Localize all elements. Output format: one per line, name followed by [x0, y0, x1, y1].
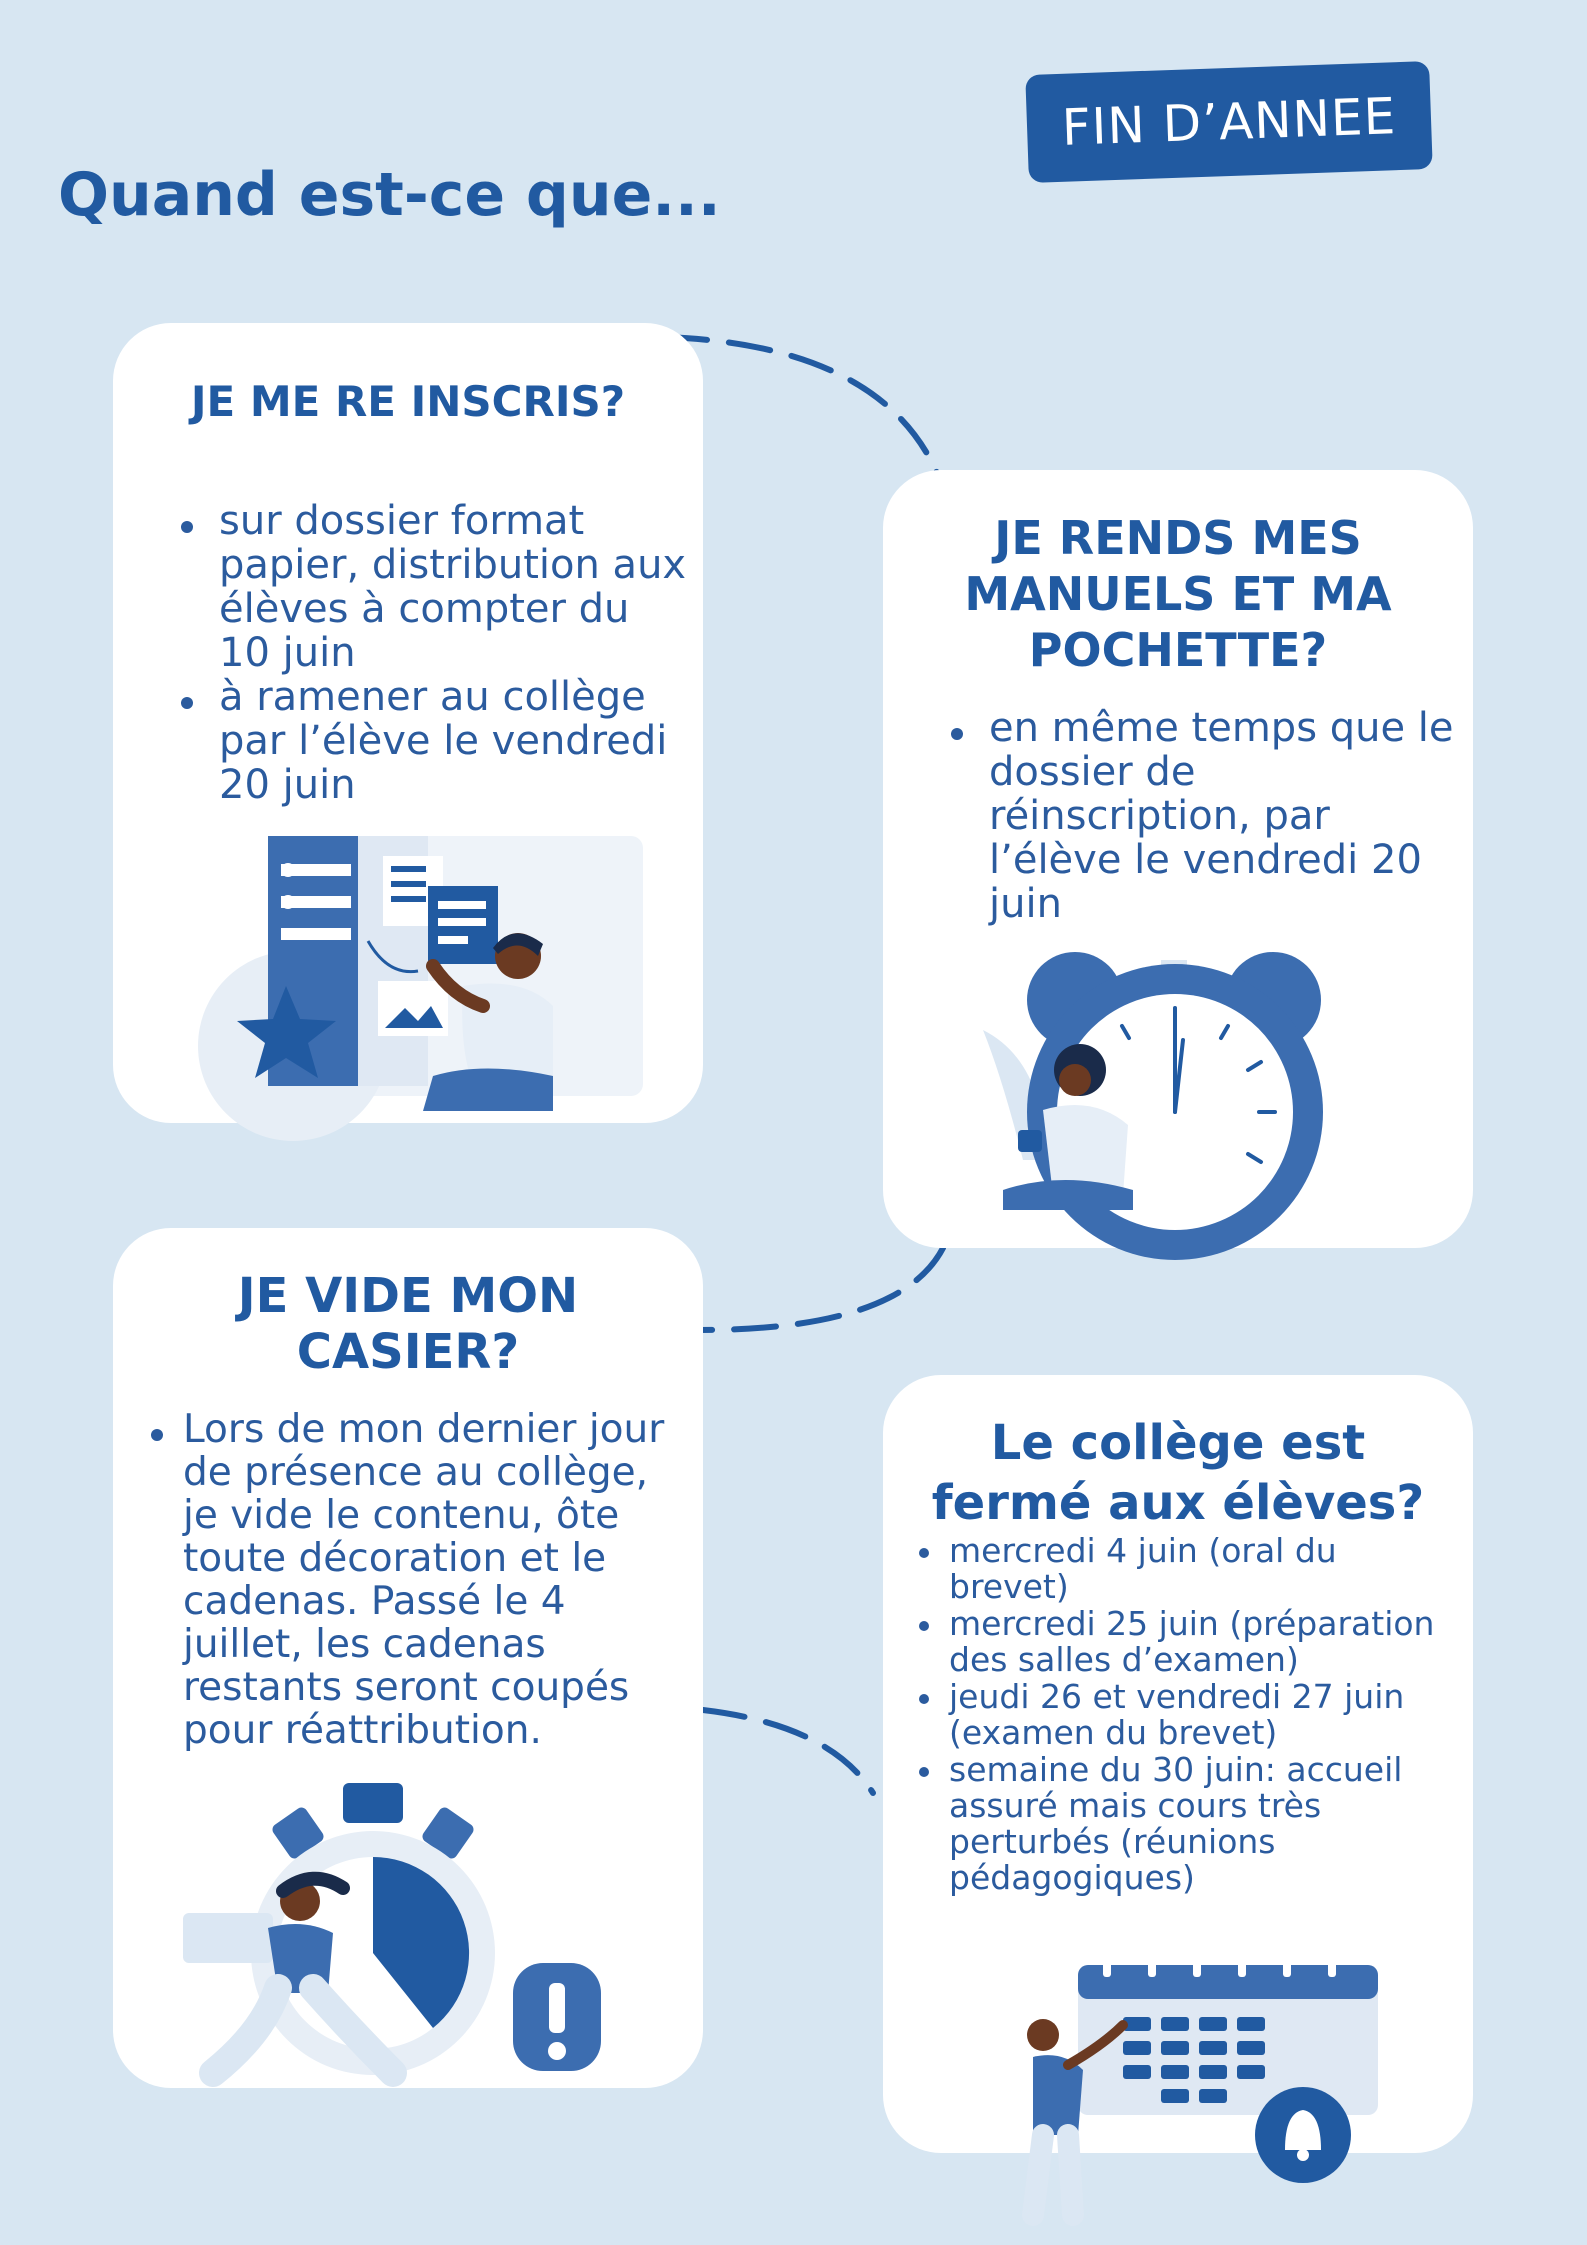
card-reinscription [113, 323, 703, 1123]
card-list [219, 499, 689, 807]
card-heading: JE RENDS MES MANUELS ET MA POCHETTE? [964, 511, 1392, 677]
card-manuels [883, 470, 1473, 1248]
card-heading: Le collège est fermé aux élèves? [931, 1415, 1425, 1531]
list-item: Lors de mon dernier jour de présence au collège, je vide le contenu, ôte toute décoration et le cadenas. Passé le 4 juillet, les cadenas restants seront coupés pour réattribution. [183, 1408, 693, 1752]
stopwatch-icon [183, 1783, 643, 2083]
card-list [989, 706, 1459, 926]
list-item: à ramener au collège par l’élève le vendredi 20 juin [219, 675, 689, 807]
list-item: semaine du 30 juin: accueil assuré mais cours très perturbés (réunions pédagogiques) [949, 1752, 1459, 1896]
card-heading: JE ME RE INSCRIS? [190, 377, 626, 426]
card-college-ferme [883, 1375, 1473, 2153]
card-list [183, 1408, 693, 1752]
card-list [949, 1533, 1459, 1897]
list-item: mercredi 4 juin (oral du brevet) [949, 1533, 1459, 1605]
alarm-clock-icon [963, 950, 1383, 1250]
list-item: mercredi 25 juin (préparation des salles d’examen) [949, 1606, 1459, 1678]
list-item: en même temps que le dossier de réinscription, par l’élève le vendredi 20 juin [989, 706, 1459, 926]
list-item: jeudi 26 et vendredi 27 juin (examen du brevet) [949, 1679, 1459, 1751]
document-form-icon [193, 836, 653, 1126]
list-item: sur dossier format papier, distribution aux élèves à compter du 10 juin [219, 499, 689, 675]
page-title: Quand est-ce que... [58, 160, 721, 230]
calendar-bell-icon [1033, 1945, 1413, 2245]
fin-annee-badge: FIN D’ANNEE [1025, 61, 1433, 183]
card-casier [113, 1228, 703, 2088]
card-heading: JE VIDE MON CASIER? [237, 1268, 579, 1380]
